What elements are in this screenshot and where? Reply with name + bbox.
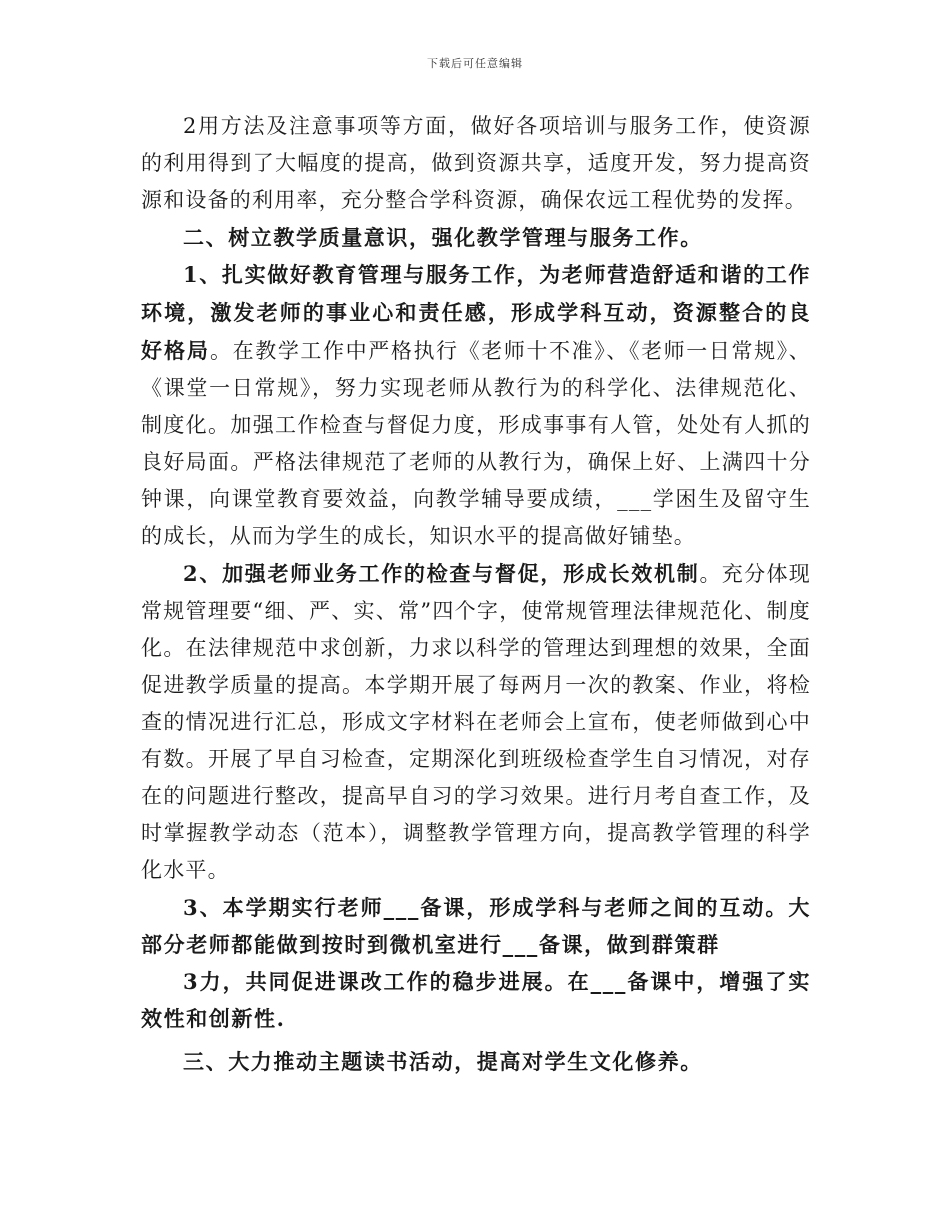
section-heading-2: 二、树立教学质量意识，强化教学管理与服务工作。 [183, 225, 703, 250]
paragraph-item-3-continued: 3力，共同促进课改工作的稳步进展。在___备课中，增强了实效性和创新性. [141, 969, 811, 1031]
paragraph-item-3: 3、本学期实行老师___备课，形成学科与老师之间的互动。大部分老师都能做到按时到微机室进行___备课，做到群策群 [141, 895, 811, 957]
section-heading-3: 三、大力推动主题读书活动，提高对学生文化修养。 [183, 1049, 703, 1074]
paragraph-item-1 [141, 256, 811, 555]
item-1-body: 。在教学工作中严格执行《老师十不准》、《老师一日常规》、《课堂一日常规》，努力实现老师从教行为的科学化、法律规范化、制度化。加强工作检查与督促力度，形成事事有人管，处处有人抓的良好局面。严格法律规范了老师的从教行为，确保上好、上满四十分钟课，向课堂教育要效益，向教学辅导要成绩，___学困生及留守生的成长，从而为学生的成长，知识水平的提高做好铺垫。 [141, 339, 811, 548]
item-2-body: 。充分体现常规管理要“细、严、实、常”四个字，使常规管理法律规范化、制度化。在法律规范中求创新，力求以科学的管理达到理想的效果，全面促进教学质量的提高。本学期开展了每两月一次的教案、作业，将检查的情况进行汇总，形成文字材料在老师会上宣布，使老师做到心中有数。开展了早自习检查，定期深化到班级检查学生自习情况，对存在的问题进行整改，提高早自习的学习效果。进行月考自查工作，及时掌握教学动态（范本），调整教学管理方向，提高教学管理的科学化水平。 [141, 562, 811, 882]
page-header-note: 下载后可任意编辑 [427, 57, 523, 70]
paragraph-resource-usage: 2用方法及注意事项等方面，做好各项培训与服务工作，使资源的利用得到了大幅度的提高，做到资源共享，适度开发，努力提高资源和设备的利用率，充分整合学科资源，确保农远工程优势的发挥。 [141, 114, 811, 212]
document-body [141, 108, 811, 1080]
item-1-lead: 1、扎实做好教育管理与服务工作，为老师营造舒适和谐的工作环境，激发老师的事业心和责任感，形成学科互动，资源整合的良好格局 [141, 262, 811, 363]
item-2-lead: 2、加强老师业务工作的检查与督促，形成长效机制 [183, 561, 700, 586]
paragraph-item-2 [141, 555, 811, 889]
